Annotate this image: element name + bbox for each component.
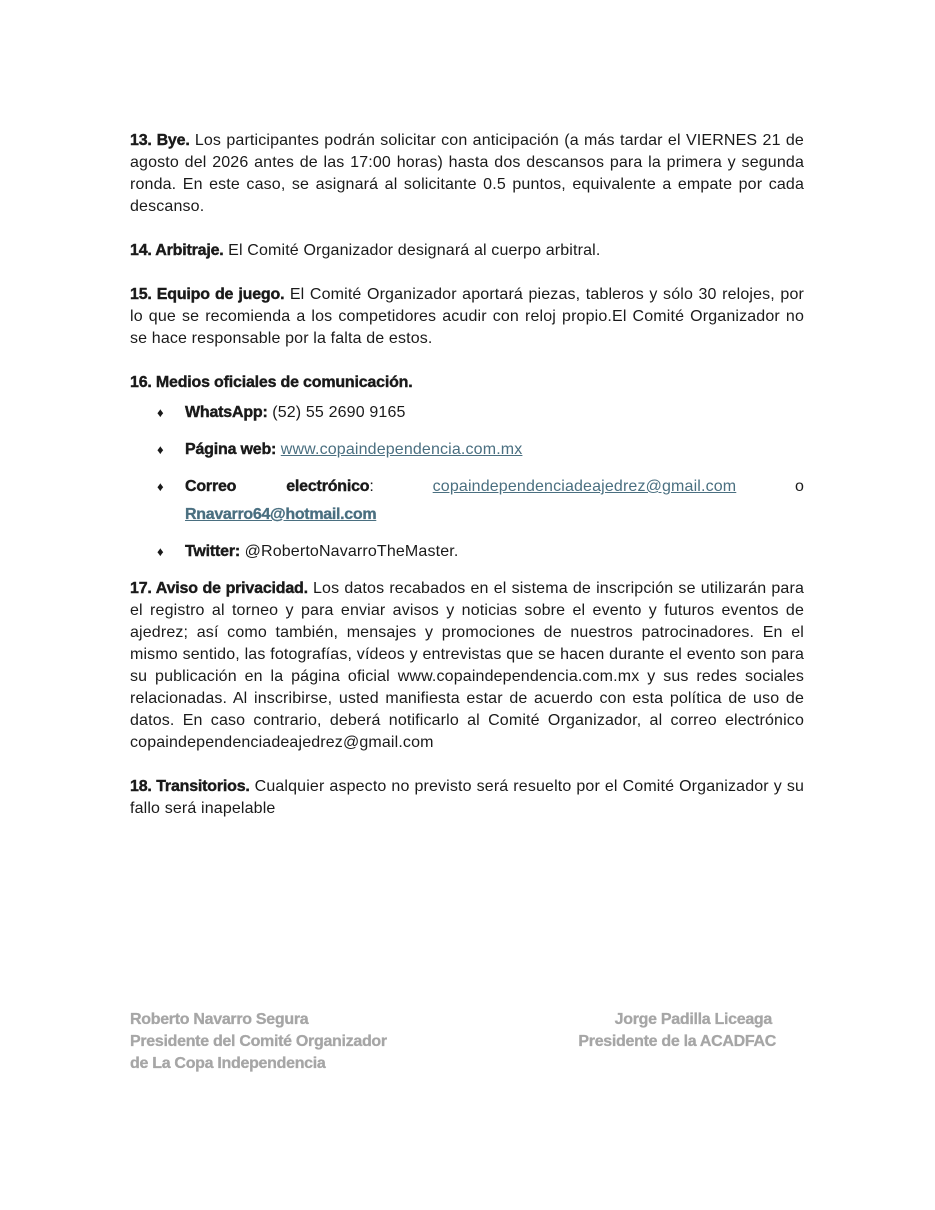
signature-right-title: Presidente de la ACADFAC: [578, 1033, 776, 1050]
section-14: [130, 240, 804, 262]
section-14-heading: 14. Arbitraje.: [130, 242, 224, 259]
email-label: [185, 476, 374, 498]
contact-list: [130, 402, 804, 563]
section-18-heading: 18. Transitorios.: [130, 778, 250, 795]
section-18-text: Cualquier aspecto no previsto será resuelto por el Comité Organizador y su fallo será inapelable: [130, 778, 805, 817]
section-16: [130, 372, 804, 563]
document-body: [130, 130, 804, 842]
email-label-word2: electrónico: [286, 478, 370, 495]
diamond-bullet-icon: ♦: [157, 479, 164, 494]
list-item-twitter: [130, 541, 804, 563]
whatsapp-value: (52) 55 2690 9165: [267, 404, 406, 421]
section-13-heading: 13. Bye.: [130, 132, 190, 149]
section-17: [130, 578, 804, 754]
signature-left-org: de La Copa Independencia: [130, 1055, 326, 1072]
list-item-web: [130, 439, 804, 461]
email-label-word1: Correo: [185, 478, 237, 495]
twitter-value: @RobertoNavarroTheMaster.: [240, 543, 459, 560]
email-connector: o: [794, 478, 804, 495]
section-15-text: El Comité Organizador aportará piezas, tableros y sólo 30 relojes, por lo que se recomienda a los competidores acudir con reloj propio.El Comité Organizador no se hace responsable por la falta de estos.: [130, 286, 804, 347]
web-label: Página web:: [185, 441, 277, 458]
section-17-text: Los datos recabados en el sistema de inscripción se utilizarán para el registro al torneo y para enviar avisos y noticias sobre el evento y futuros eventos de ajedrez; así como también, mensajes y promociones de nuestros patrocinadores. En el mismo sentido, las fotografías, vídeos y entrevistas que se hacen durante el evento son para su publicación en la página oficial www.copaindependencia.com.mx y sus redes sociales relacionadas. Al inscribirse, usted manifiesta estar de acuerdo con esta política de uso de datos. En caso contrario, deberá notificarlo al Comité Organizador, al correo electrónico copaindependenciadeajedrez@gmail.com: [130, 580, 804, 751]
email-label-colon: :: [369, 478, 374, 495]
diamond-bullet-icon: ♦: [157, 544, 164, 559]
section-17-heading: 17. Aviso de privacidad.: [130, 580, 308, 597]
diamond-bullet-icon: ♦: [157, 405, 164, 420]
section-13: [130, 130, 804, 218]
signature-left: [130, 1009, 470, 1075]
section-13-text: Los participantes podrán solicitar con anticipación (a más tardar el VIERNES 21 de agosto del 2026 antes de las 17:00 horas) hasta dos descansos para la primera y segunda ronda. En este caso, se asignará al solicitante 0.5 puntos, equivalente a empate por cada descanso.: [130, 132, 804, 215]
section-15: [130, 284, 804, 350]
section-18: [130, 776, 804, 820]
section-16-heading: 16. Medios oficiales de comunicación.: [130, 374, 413, 391]
list-item-whatsapp: [130, 402, 804, 424]
signature-left-title: Presidente del Comité Organizador: [130, 1033, 387, 1050]
signature-right-name: Jorge Padilla Liceaga: [614, 1011, 772, 1028]
list-item-email: [130, 476, 804, 526]
email-line: [185, 476, 804, 498]
web-link[interactable]: www.copaindependencia.com.mx: [280, 441, 523, 458]
section-15-heading: 15. Equipo de juego.: [130, 286, 285, 303]
diamond-bullet-icon: ♦: [157, 442, 164, 457]
email-link-gmail[interactable]: copaindependenciadeajedrez@gmail.com: [432, 478, 737, 495]
twitter-label: Twitter:: [185, 543, 240, 560]
email-link-hotmail[interactable]: Rnavarro64@hotmail.com: [185, 506, 377, 523]
signature-right: [476, 1009, 776, 1053]
whatsapp-label: WhatsApp:: [185, 404, 268, 421]
section-14-text: El Comité Organizador designará al cuerpo arbitral.: [223, 242, 601, 259]
signature-left-name: Roberto Navarro Segura: [130, 1011, 309, 1028]
